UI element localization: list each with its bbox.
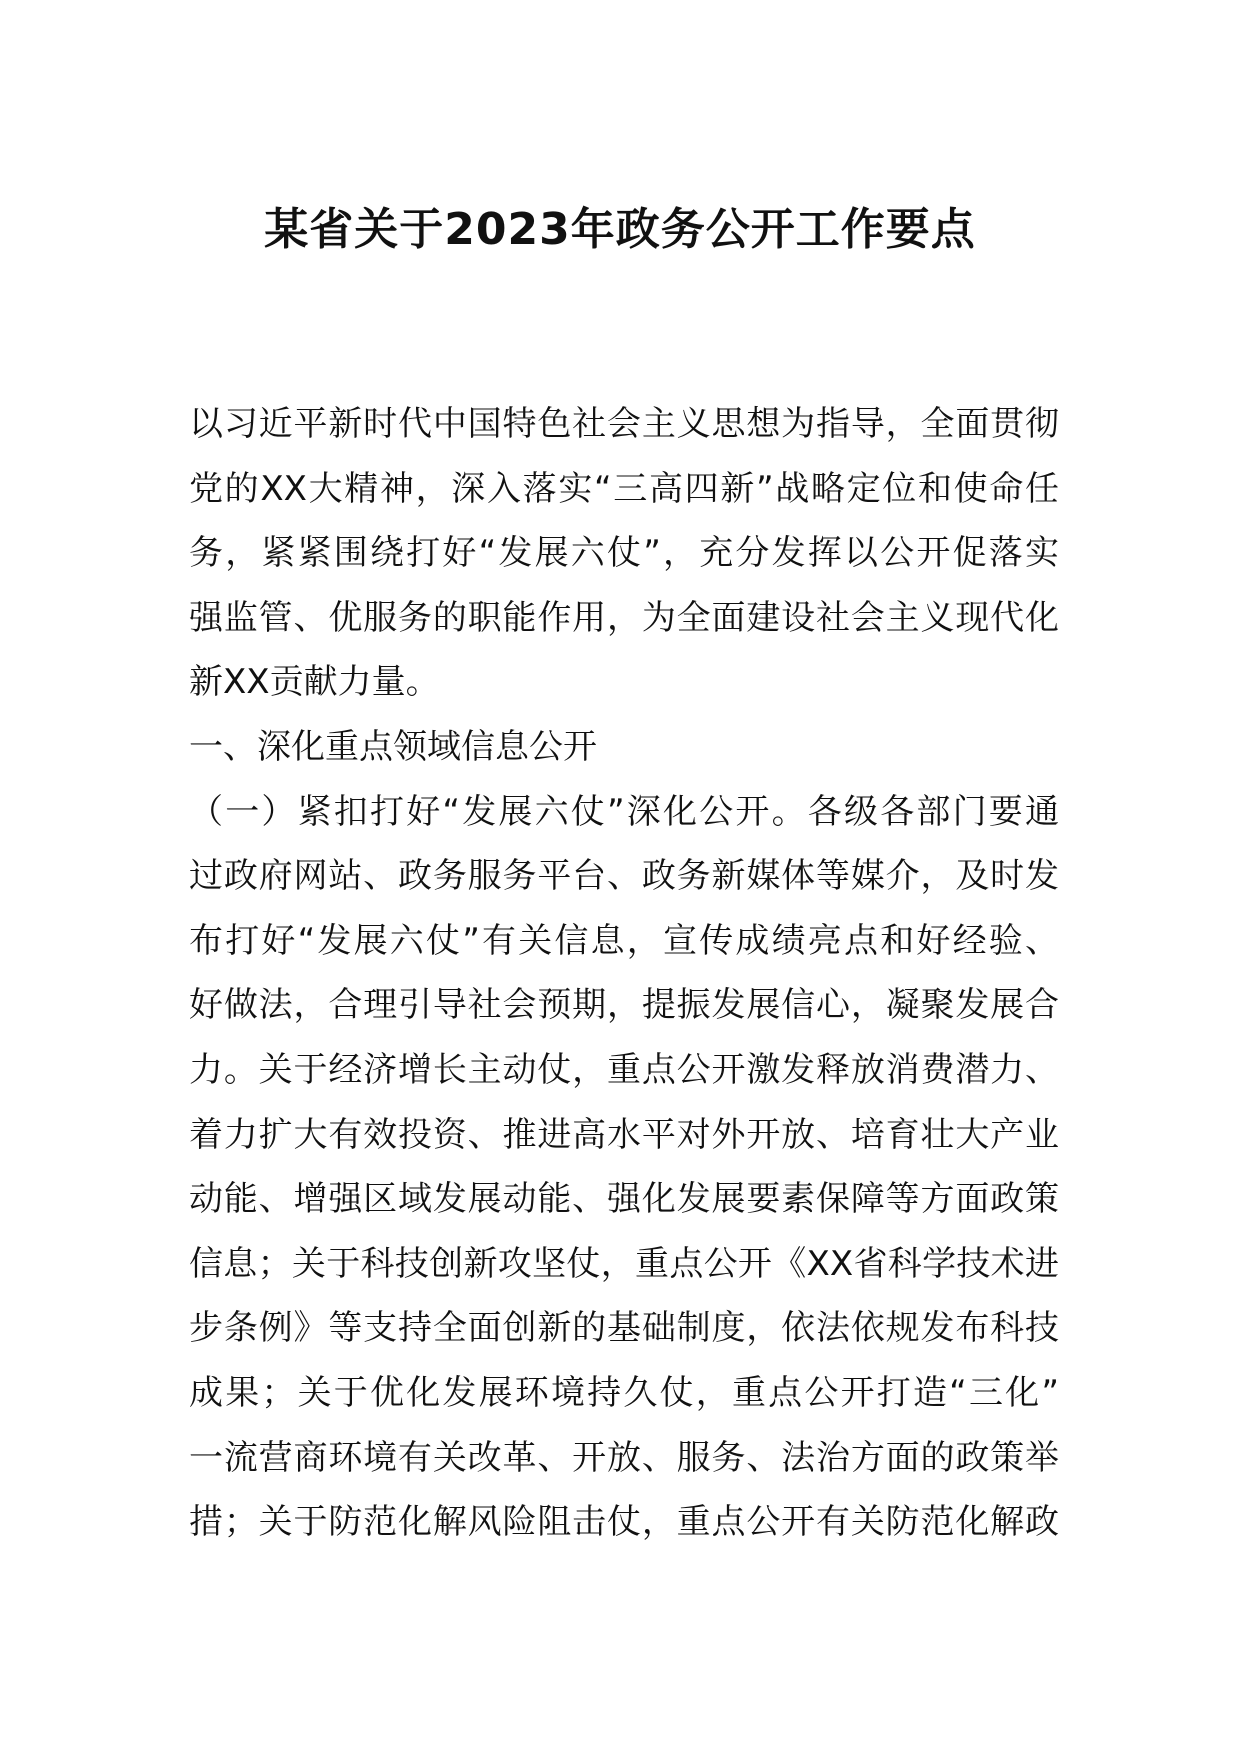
document-title: 某省关于2023年政务公开工作要点 xyxy=(264,204,976,255)
body-line: 好做法，合理引导社会预期，提振发展信心，凝聚发展合 xyxy=(189,985,1059,1026)
body-line: 信息；关于科技创新攻坚仗，重点公开《XX省科学技术进 xyxy=(189,1243,1059,1284)
document-body xyxy=(189,392,1059,1555)
body-line: 党的XX大精神，深入落实“三高四新”战略定位和使命任 xyxy=(189,468,1059,509)
body-line: 强监管、优服务的职能作用，为全面建设社会主义现代化 xyxy=(189,597,1059,638)
body-line: 成果；关于优化发展环境持久仗，重点公开打造“三化” xyxy=(189,1372,1059,1413)
body-line: 务，紧紧围绕打好“发展六仗”，充分发挥以公开促落实 xyxy=(189,533,1059,574)
body-line: 一流营商环境有关改革、开放、服务、法治方面的政策举 xyxy=(189,1437,1059,1478)
body-line: 过政府网站、政务服务平台、政务新媒体等媒介，及时发 xyxy=(189,856,1059,897)
body-line: 力。关于经济增长主动仗，重点公开激发释放消费潜力、 xyxy=(189,1049,1059,1090)
body-line: 布打好“发展六仗”有关信息，宣传成绩亮点和好经验、 xyxy=(189,920,1059,961)
body-line: （一）紧扣打好“发展六仗”深化公开。各级各部门要通 xyxy=(189,791,1059,832)
body-line: 着力扩大有效投资、推进高水平对外开放、培育壮大产业 xyxy=(189,1114,1059,1155)
body-line: 步条例》等支持全面创新的基础制度，依法依规发布科技 xyxy=(189,1308,1059,1349)
body-line: 动能、增强区域发展动能、强化发展要素保障等方面政策 xyxy=(189,1179,1059,1220)
body-line: 新XX贡献力量。 xyxy=(189,662,440,703)
body-line: 措；关于防范化解风险阻击仗，重点公开有关防范化解政 xyxy=(189,1502,1059,1543)
body-line: 以习近平新时代中国特色社会主义思想为指导，全面贯彻 xyxy=(189,404,1059,444)
section-heading: 一、深化重点领域信息公开 xyxy=(189,726,597,767)
